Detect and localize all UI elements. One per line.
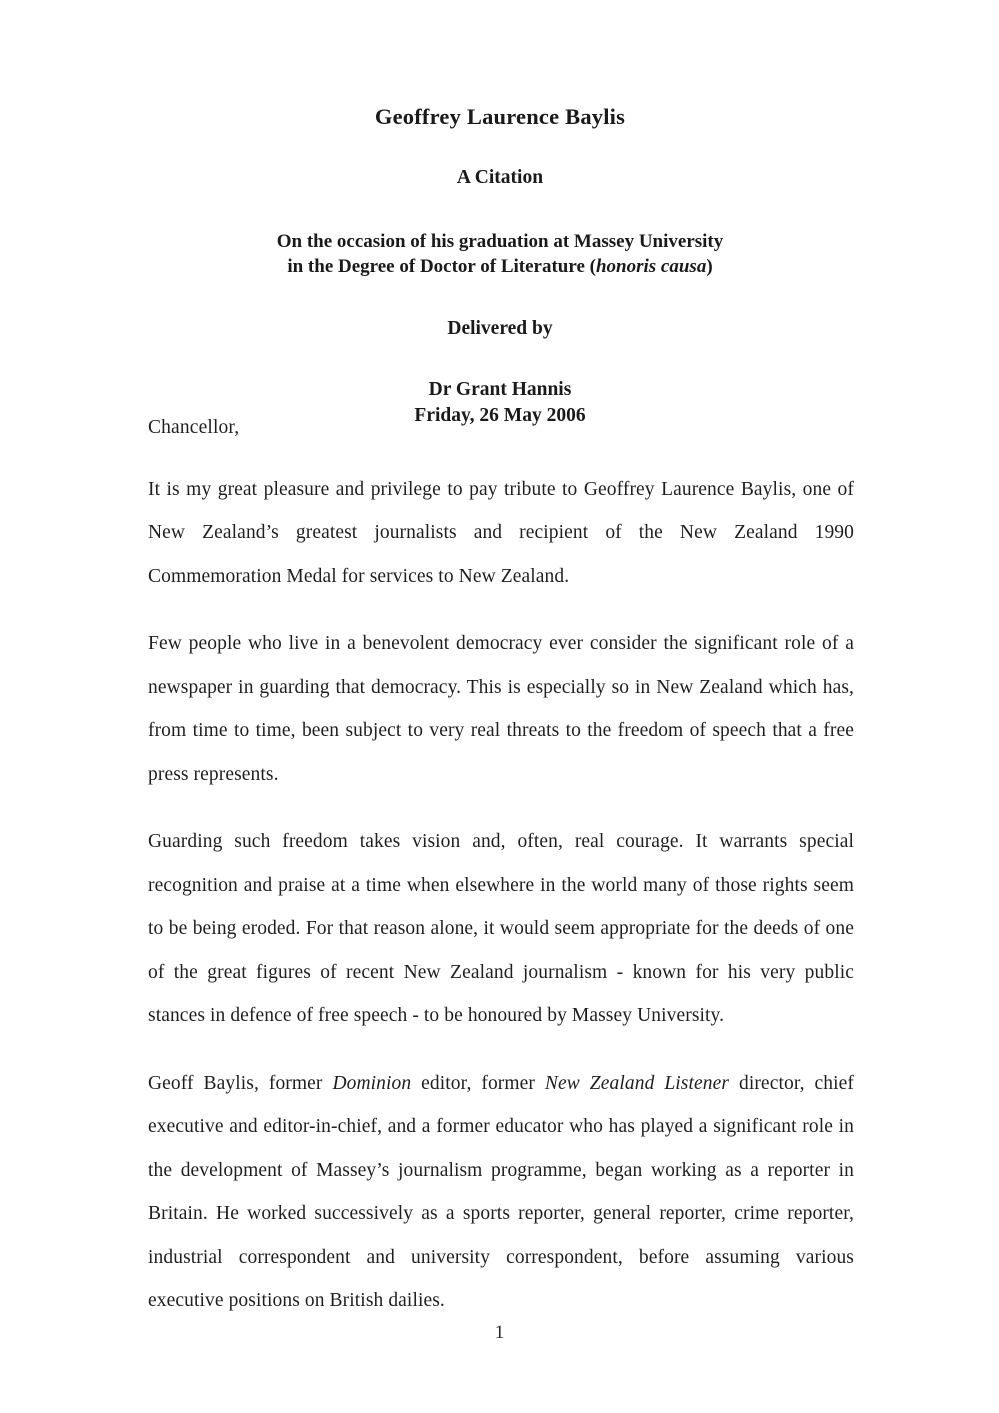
spacer	[148, 438, 854, 468]
occasion-degree-suffix: )	[706, 256, 713, 278]
publication-name-listener: New Zealand Listener	[544, 1072, 730, 1094]
spacer	[148, 1038, 854, 1062]
occasion-honoris-causa: honoris causa	[595, 256, 707, 278]
body-paragraph-4	[148, 1062, 854, 1323]
citation-header	[148, 104, 852, 429]
delivered-by-label: Delivered by	[447, 317, 553, 339]
paragraph-4-segment-3: director, chief executive and editor-in-chief, and a former educator who has played a significant role in the development of Massey’s journalism programme, began working as a reporter in Britain. He worked successively as a sports reporter, general reporter, crime reporter, industrial correspondent and university correspondent, before assuming various executive positions on British dailies.	[148, 1072, 854, 1311]
publication-name-dominion: Dominion	[332, 1072, 412, 1094]
body-paragraph-3: Guarding such freedom takes vision and, often, real courage. It warrants special recognition and praise at a time when elsewhere in the world many of those rights seem to be being eroded. For that reason alone, it would seem appropriate for the deeds of one of the great figures of recent New Zealand journalism - known for his very public stances in defence of free speech - to be honoured by Massey University.	[148, 831, 854, 1026]
spacer	[148, 598, 854, 622]
paragraph-4-segment-2: editor, former	[411, 1072, 545, 1094]
page-title: Geoffrey Laurence Baylis	[374, 104, 626, 129]
document-subtitle: A Citation	[456, 167, 544, 188]
body-paragraph-1: It is my great pleasure and privilege to pay tribute to Geoffrey Laurence Baylis, one of New Zealand’s greatest journalists and recipient of the New Zealand 1990 Commemoration Medal for services to New Zealand.	[148, 478, 854, 587]
body-paragraph-2: Few people who live in a benevolent democracy ever consider the significant role of a newspaper in guarding that democracy. This is especially so in New Zealand which has, from time to time, been subject to very real threats to the freedom of speech that a free press represents.	[148, 633, 854, 785]
spacer	[148, 796, 854, 820]
occasion-line-1: On the occasion of his graduation at Massey University	[276, 231, 724, 252]
occasion-line-2	[148, 254, 852, 279]
speaker-date: Friday, 26 May 2006	[414, 404, 586, 426]
page-number: 1	[494, 1322, 505, 1343]
salutation: Chancellor,	[148, 417, 240, 438]
occasion-block	[148, 229, 852, 280]
document-body	[148, 418, 854, 1323]
paragraph-4-segment-1: Geoff Baylis, former	[148, 1072, 333, 1094]
speaker-name: Dr Grant Hannis	[428, 378, 572, 400]
occasion-degree-prefix: in the Degree of Doctor of Literature (	[287, 256, 596, 278]
